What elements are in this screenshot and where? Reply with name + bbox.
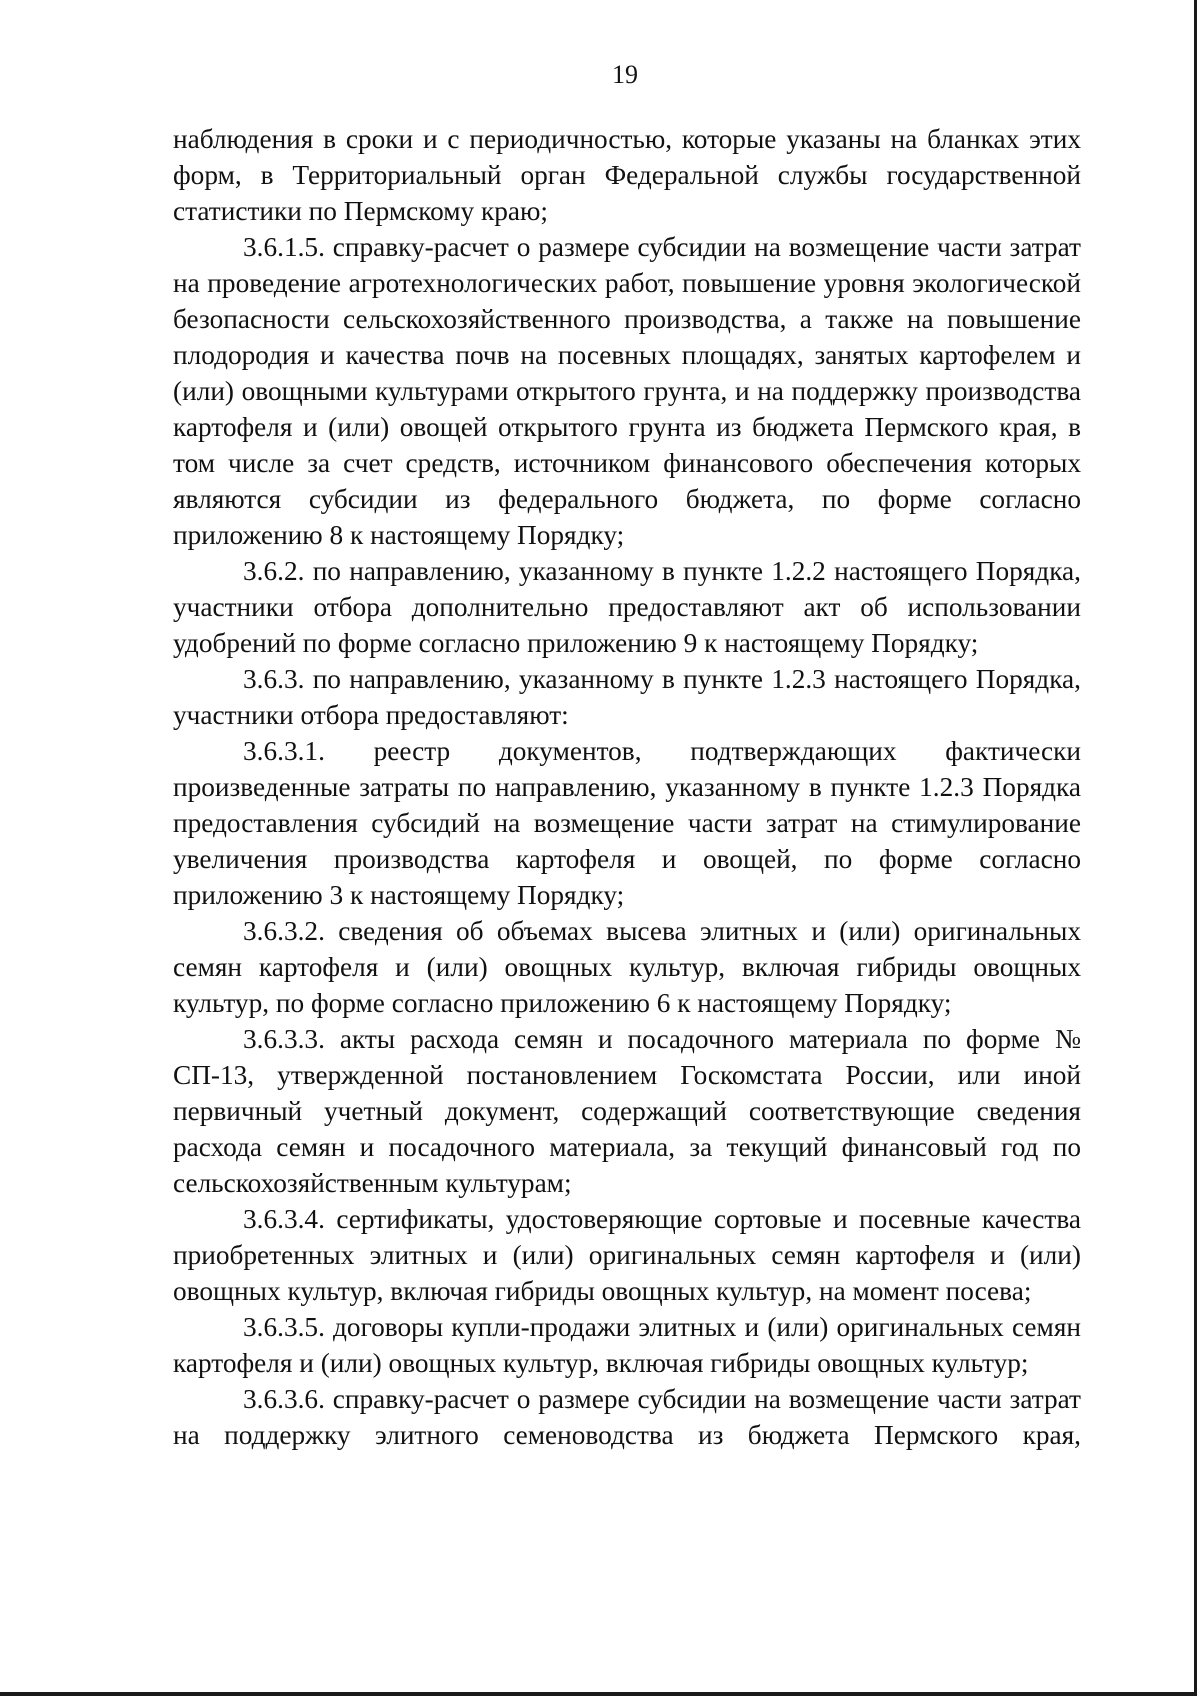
paragraph-3-6-2: 3.6.2. по направлению, указанному в пункте 1.2.2 настоящего Порядка, участники отбора дополнительно предоставляют акт об использовании удобрений по форме согласно приложению 9 к настоящему Порядку; — [173, 556, 1081, 658]
paragraph-3-6-3: 3.6.3. по направлению, указанному в пункте 1.2.3 настоящего Порядка, участники отбора предоставляют: — [173, 664, 1081, 730]
paragraph-3-6-1-5: 3.6.1.5. справку-расчет о размере субсидии на возмещение части затрат на проведение агротехнологических работ, повышение уровня экологической безопасности сельскохозяйственного производства, а также на повышение плодородия и качества почв на посевных площадях, занятых картофелем и (или) овощными культурами открытого грунта, и на поддержку производства картофеля и (или) овощей открытого грунта из бюджета Пермского края, в том числе за счет средств, источником финансового обеспечения которых являются субсидии из федерального бюджета, по форме согласно приложению 8 к настоящему Порядку; — [173, 232, 1081, 550]
paragraph-3-6-3-3: 3.6.3.3. акты расхода семян и посадочного материала по форме № СП-13, утвержденной постановлением Госкомстата России, или иной первичный учетный документ, содержащий соответствующие сведения расхода семян и посадочного материала, за текущий финансовый год по сельскохозяйственным культурам; — [173, 1024, 1081, 1198]
paragraph-3-6-3-5: 3.6.3.5. договоры купли-продажи элитных и (или) оригинальных семян картофеля и (или) овощных культур, включая гибриды овощных культур; — [173, 1312, 1081, 1378]
paragraph-3-6-3-1: 3.6.3.1. реестр документов, подтверждающих фактически произведенные затраты по направлению, указанному в пункте 1.2.3 Порядка предоставления субсидий на возмещение части затрат на стимулирование увеличения производства картофеля и овощей, по форме согласно приложению 3 к настоящему Порядку; — [173, 736, 1081, 910]
paragraph-3-6-3-4: 3.6.3.4. сертификаты, удостоверяющие сортовые и посевные качества приобретенных элитных и (или) оригинальных семян картофеля и (или) овощных культур, включая гибриды овощных культур, на момент посева; — [173, 1204, 1081, 1306]
document-body — [173, 121, 1081, 1453]
page-number: 19 — [612, 60, 638, 89]
paragraph-continuation: наблюдения в сроки и с периодичностью, которые указаны на бланках этих форм, в Территориальный орган Федеральной службы государственной статистики по Пермскому краю; — [173, 124, 1081, 226]
paragraph-3-6-3-6: 3.6.3.6. справку-расчет о размере субсидии на возмещение части затрат на поддержку элитного семеноводства из бюджета Пермского края, — [173, 1384, 1081, 1450]
paragraph-3-6-3-2: 3.6.3.2. сведения об объемах высева элитных и (или) оригинальных семян картофеля и (или) овощных культур, включая гибриды овощных культур, по форме согласно приложению 6 к настоящему Порядку; — [173, 916, 1081, 1018]
